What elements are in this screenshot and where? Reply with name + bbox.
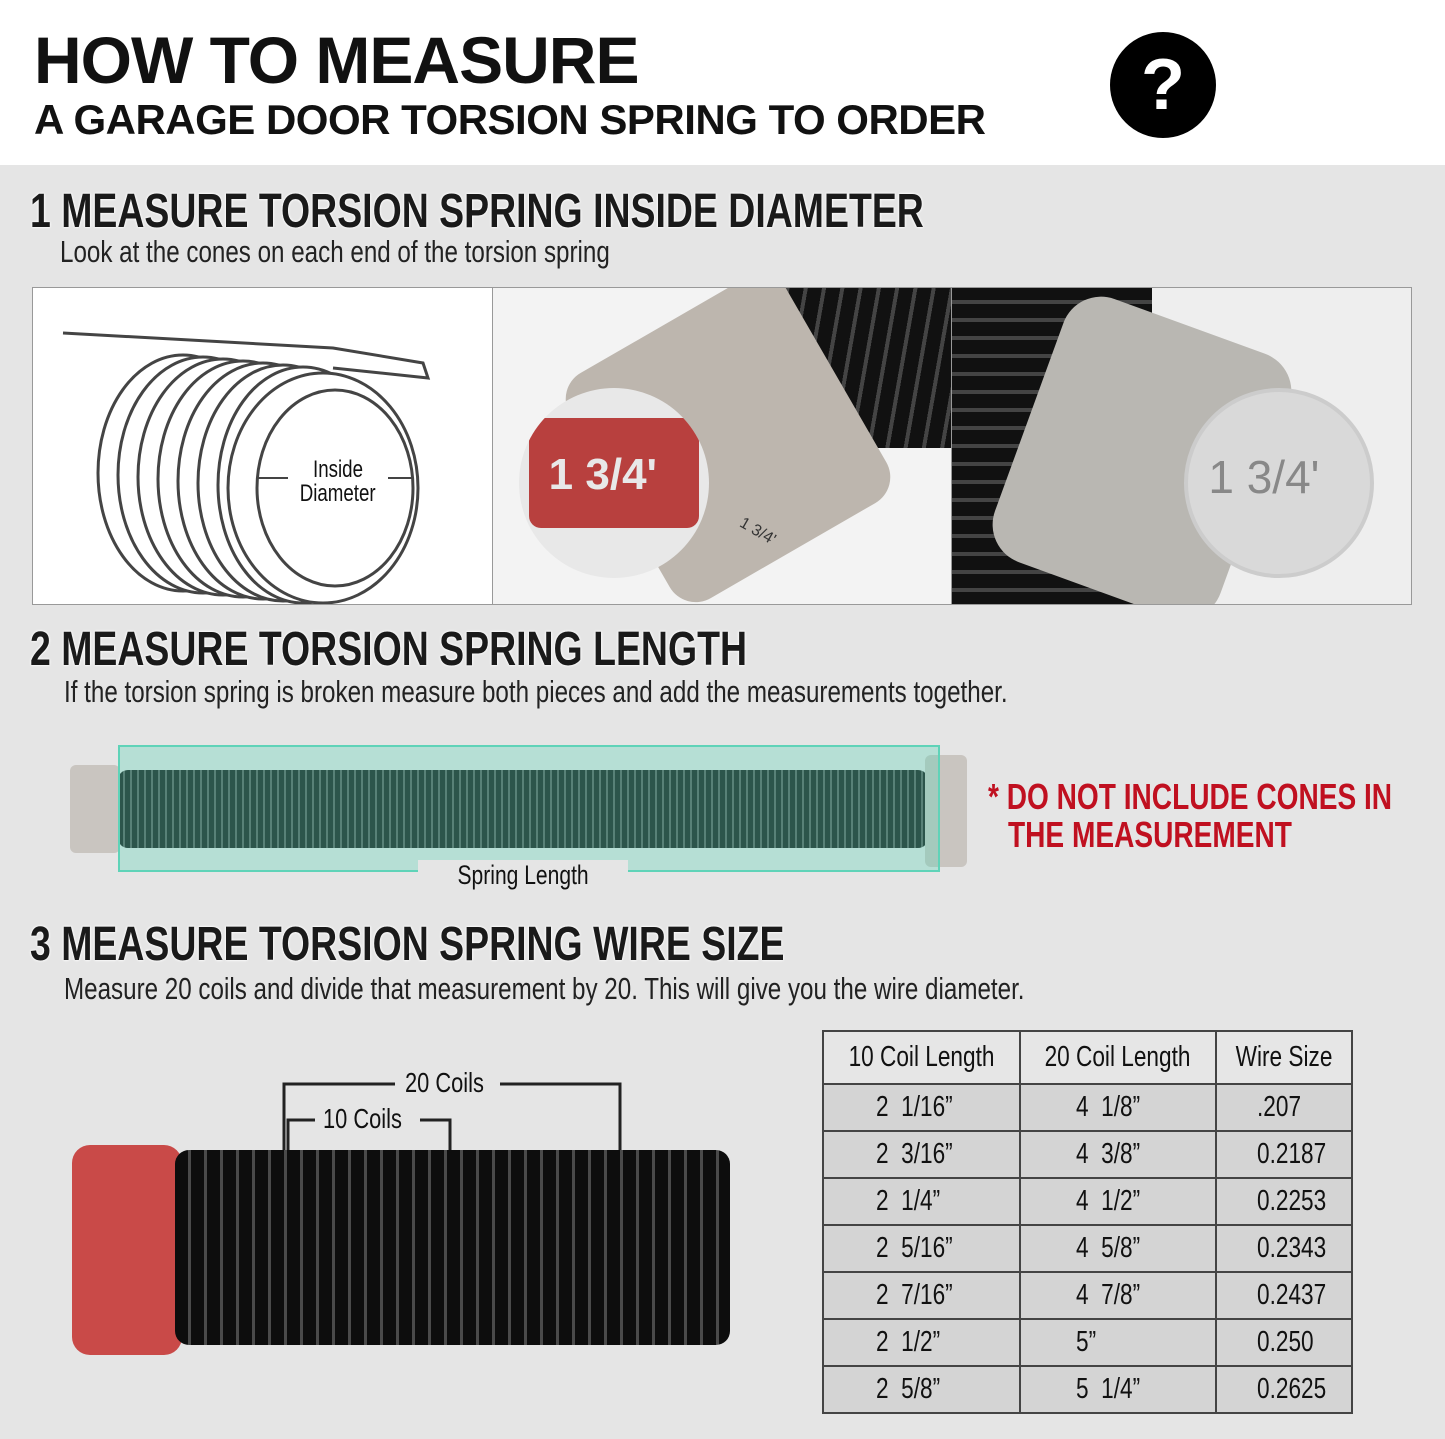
table-cell: 2 3/16” xyxy=(823,1131,1020,1178)
zoom-inset: 1 3/4' xyxy=(519,388,709,578)
table-cell: .207 xyxy=(1216,1084,1352,1131)
table-cell: 5” xyxy=(1020,1319,1217,1366)
table-cell: 0.2343 xyxy=(1216,1225,1352,1272)
step3-subtitle: Measure 20 coils and divide that measurement by 20. This will give you the wire diameter. xyxy=(64,971,1025,1006)
table-cell: 2 5/16” xyxy=(823,1225,1020,1272)
table-cell: 2 7/16” xyxy=(823,1272,1020,1319)
step2-title: 2 MEASURE TORSION SPRING LENGTH xyxy=(30,623,747,676)
step1-title: 1 MEASURE TORSION SPRING INSIDE DIAMETER xyxy=(30,185,924,238)
table-row xyxy=(823,1131,1352,1178)
table-cell: 4 7/8” xyxy=(1020,1272,1217,1319)
table-cell: 4 5/8” xyxy=(1020,1225,1217,1272)
table-row xyxy=(823,1319,1352,1366)
table-header: 10 Coil Length xyxy=(823,1031,1020,1084)
table-row xyxy=(823,1272,1352,1319)
cone-red xyxy=(72,1145,182,1355)
table-cell: 0.2437 xyxy=(1216,1272,1352,1319)
step1-subtitle: Look at the cones on each end of the torsion spring xyxy=(60,234,610,269)
spring-coil-illustration xyxy=(33,288,491,604)
page-subtitle: A GARAGE DOOR TORSION SPRING TO ORDER xyxy=(34,96,986,143)
table-cell: 2 1/4” xyxy=(823,1178,1020,1225)
question-mark-icon: ? xyxy=(1110,32,1216,138)
table-cell: 4 3/8” xyxy=(1020,1131,1217,1178)
table-header: Wire Size xyxy=(1216,1031,1352,1084)
inside-diameter-label: Inside Diameter xyxy=(300,456,376,507)
zoom-inset: 1 3/4' xyxy=(1184,388,1374,578)
spring-diagram xyxy=(33,288,493,604)
table-row xyxy=(823,1225,1352,1272)
cone-left xyxy=(70,765,120,853)
table-cell: 4 1/2” xyxy=(1020,1178,1217,1225)
cone-warning: * DO NOT INCLUDE CONES IN THE MEASUREMENT xyxy=(988,776,1393,855)
table-row xyxy=(823,1178,1352,1225)
label-20-coils: 20 Coils xyxy=(405,1067,484,1098)
table-cell: 2 1/16” xyxy=(823,1084,1020,1131)
spring-length-label: Spring Length xyxy=(418,860,628,891)
page-title: HOW TO MEASURE xyxy=(34,23,639,97)
table-cell: 0.2253 xyxy=(1216,1178,1352,1225)
table-cell: 0.250 xyxy=(1216,1319,1352,1366)
table-cell: 5 1/4” xyxy=(1020,1366,1217,1413)
table-cell: 2 1/2” xyxy=(823,1319,1020,1366)
length-highlight xyxy=(118,745,940,872)
table-header: 20 Coil Length xyxy=(1020,1031,1217,1084)
table-cell: 4 1/8” xyxy=(1020,1084,1217,1131)
cone-photo-red: 1 3/4' 1 3/4' xyxy=(493,288,953,604)
table-cell: 0.2625 xyxy=(1216,1366,1352,1413)
table-cell: 0.2187 xyxy=(1216,1131,1352,1178)
step3-title: 3 MEASURE TORSION SPRING WIRE SIZE xyxy=(30,918,785,971)
wire-size-spring-photo xyxy=(175,1150,730,1345)
table-row xyxy=(823,1366,1352,1413)
step2-subtitle: If the torsion spring is broken measure both pieces and add the measurements together. xyxy=(64,674,1008,709)
step1-images xyxy=(32,287,1412,605)
table-cell: 2 5/8” xyxy=(823,1366,1020,1413)
cone-photo-silver xyxy=(952,288,1411,604)
wire-size-table xyxy=(822,1030,1353,1414)
label-10-coils: 10 Coils xyxy=(323,1103,402,1134)
table-row xyxy=(823,1084,1352,1131)
